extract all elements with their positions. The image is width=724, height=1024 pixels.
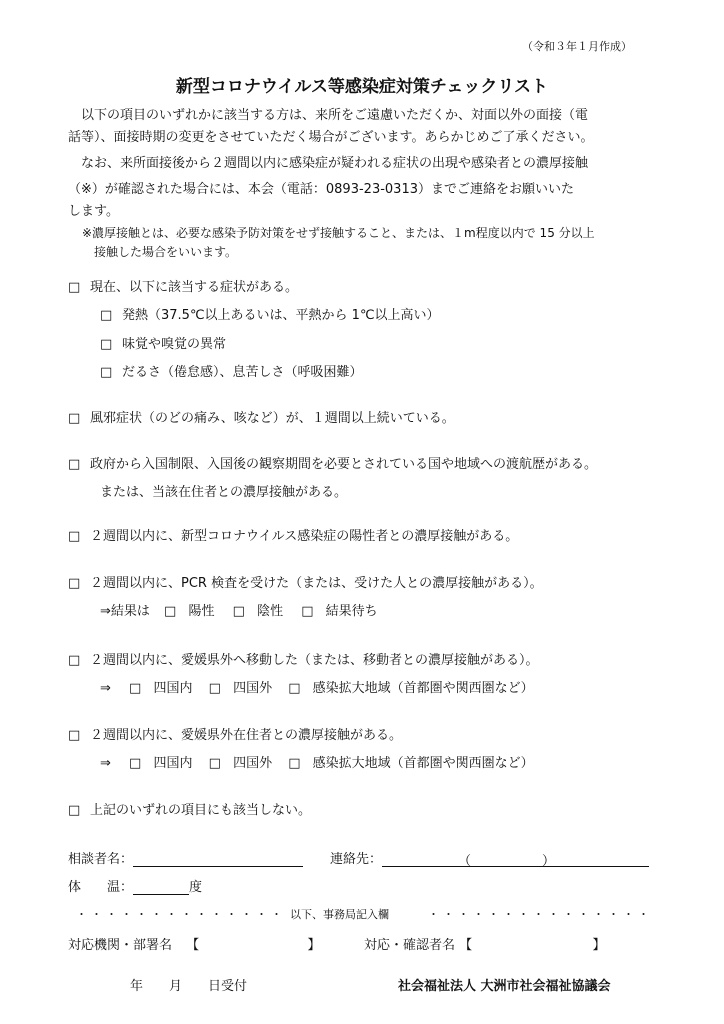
item-label: 発熱（37.5℃以上あるいは、平熱から 1℃以上高い）	[122, 308, 440, 323]
spread-area-label: 感染拡大地域（首都圏や関西圏など）	[312, 681, 534, 696]
arrow-icon: ⇒	[100, 681, 111, 696]
received-date: 年 月 日受付	[130, 979, 248, 994]
pcr-result-prefix: ⇒結果は	[100, 604, 150, 619]
separator-dots-right: ・・・・・・・・・・・・・・・	[428, 908, 653, 921]
consultant-name-label: 相談者名：	[68, 852, 134, 867]
consultant-name-row	[68, 848, 303, 867]
bracket-open: 【	[459, 938, 473, 953]
contact-label: 連絡先：	[330, 852, 383, 867]
separator-dots-left: ・・・・・・・・・・・・・・	[76, 908, 286, 921]
item-label: ２週間以内に、愛媛県外在住者との濃厚接触がある。	[90, 728, 403, 743]
shikoku-in-label: 四国内	[153, 681, 193, 696]
intro-line-4: （※）が確認された場合には、本会（電話：0893-23-0313）までご連絡をお願いいた	[68, 182, 574, 197]
checkbox[interactable]: □	[208, 756, 221, 771]
note-line-1: ※濃厚接触とは、必要な感染予防対策をせず接触すること、または、１m程度以内で 15 分以上	[82, 226, 595, 240]
item-label: 上記のいずれの項目にも該当しない。	[90, 803, 312, 818]
organization-name: 社会福祉法人 大洲市社会福祉協議会	[398, 979, 611, 994]
pcr-positive-label: 陽性	[188, 604, 215, 619]
pcr-negative-label: 陰性	[257, 604, 284, 619]
checkbox[interactable]: □	[129, 681, 142, 696]
item-label: 政府から入国制限、入国後の観察期間を必要とされている国や地域への渡航歴がある。	[90, 457, 598, 472]
outside-area-row	[100, 752, 534, 771]
checkbox[interactable]: □	[164, 604, 177, 619]
checkbox[interactable]: □	[232, 604, 245, 619]
arrow-icon: ⇒	[100, 756, 111, 771]
check-item-cold[interactable]	[68, 407, 455, 426]
item-label: 現在、以下に該当する症状がある。	[90, 280, 299, 295]
item-label: ２週間以内に、愛媛県外へ移動した（または、移動者との濃厚接触がある）。	[90, 653, 539, 668]
shikoku-in-label: 四国内	[153, 756, 193, 771]
check-item-fatigue[interactable]	[100, 361, 363, 380]
temperature-label: 体 温：	[68, 880, 134, 895]
checkbox[interactable]: □	[301, 604, 314, 619]
consultant-name-field[interactable]	[133, 852, 303, 867]
org-department-row	[68, 934, 320, 953]
org-department-label: 対応機関・部署名	[68, 938, 173, 953]
paren-close: ）	[542, 854, 556, 869]
item-travel-continued: または、当該在住者との濃厚接触がある。	[100, 485, 348, 500]
check-item-positive-contact[interactable]	[68, 525, 518, 544]
checkbox[interactable]: □	[68, 728, 81, 743]
contact-row	[330, 848, 649, 867]
check-item-travel[interactable]	[68, 453, 597, 472]
office-use-note: 以下、事務局記入欄	[290, 908, 389, 921]
checkbox[interactable]: □	[100, 337, 113, 352]
checkbox[interactable]: □	[68, 280, 81, 295]
checkbox[interactable]: □	[288, 681, 301, 696]
bracket-close: 】	[592, 938, 606, 953]
temperature-row	[68, 876, 202, 895]
checkbox[interactable]: □	[129, 756, 142, 771]
checkbox[interactable]: □	[68, 803, 81, 818]
check-item-pcr[interactable]	[68, 572, 543, 591]
paren-open: （	[458, 854, 472, 869]
contact-field[interactable]	[382, 852, 649, 867]
checkbox[interactable]: □	[68, 576, 81, 591]
check-item-symptoms[interactable]	[68, 276, 298, 295]
checkbox[interactable]: □	[68, 529, 81, 544]
check-item-moved[interactable]	[68, 649, 539, 668]
check-item-taste-smell[interactable]	[100, 333, 226, 352]
checkbox[interactable]: □	[100, 308, 113, 323]
checkbox[interactable]: □	[68, 411, 81, 426]
confirmer-row	[364, 934, 605, 953]
pcr-pending-label: 結果待ち	[325, 604, 378, 619]
checkbox[interactable]: □	[68, 653, 81, 668]
intro-line-1: 以下の項目のいずれかに該当する方は、来所をご遠慮いただくか、対面以外の面接（電	[68, 108, 589, 123]
bracket-close: 】	[307, 938, 321, 953]
item-label: だるさ（倦怠感）、息苦しさ（呼吸困難）	[122, 365, 363, 380]
pcr-result-row	[100, 600, 378, 619]
check-item-none[interactable]	[68, 799, 311, 818]
shikoku-out-label: 四国外	[233, 756, 273, 771]
moved-area-row	[100, 677, 534, 696]
bracket-open: 【	[186, 938, 200, 953]
checkbox[interactable]: □	[100, 365, 113, 380]
temperature-field[interactable]	[133, 880, 189, 895]
intro-line-3: なお、来所面接後から２週間以内に感染症が疑われる症状の出現や感染者との濃厚接触	[68, 156, 589, 171]
intro-line-2: 話等）、面接時期の変更をさせていただく場合がございます。あらかじめご了承ください。	[68, 130, 594, 145]
checkbox[interactable]: □	[288, 756, 301, 771]
checkbox[interactable]: □	[68, 457, 81, 472]
page-title: 新型コロナウイルス等感染症対策チェックリスト	[175, 77, 549, 97]
shikoku-out-label: 四国外	[233, 681, 273, 696]
item-label: ２週間以内に、PCR 検査を受けた（または、受けた人との濃厚接触がある）。	[90, 576, 543, 591]
spread-area-label: 感染拡大地域（首都圏や関西圏など）	[312, 756, 534, 771]
confirmer-label: 対応・確認者名	[364, 938, 456, 953]
temperature-unit: 度	[189, 880, 203, 895]
check-item-fever[interactable]	[100, 304, 440, 323]
item-label: 風邪症状（のどの痛み、咳など）が、１週間以上続いている。	[90, 411, 455, 426]
checkbox[interactable]: □	[208, 681, 221, 696]
check-item-outside-contact[interactable]	[68, 724, 402, 743]
item-label: ２週間以内に、新型コロナウイルス感染症の陽性者との濃厚接触がある。	[90, 529, 519, 544]
note-line-2: 接触した場合をいいます。	[82, 245, 238, 259]
item-label: 味覚や嗅覚の異常	[122, 337, 227, 352]
creation-date-note: （令和３年１月作成）	[522, 40, 632, 53]
intro-line-5: します。	[68, 204, 119, 219]
